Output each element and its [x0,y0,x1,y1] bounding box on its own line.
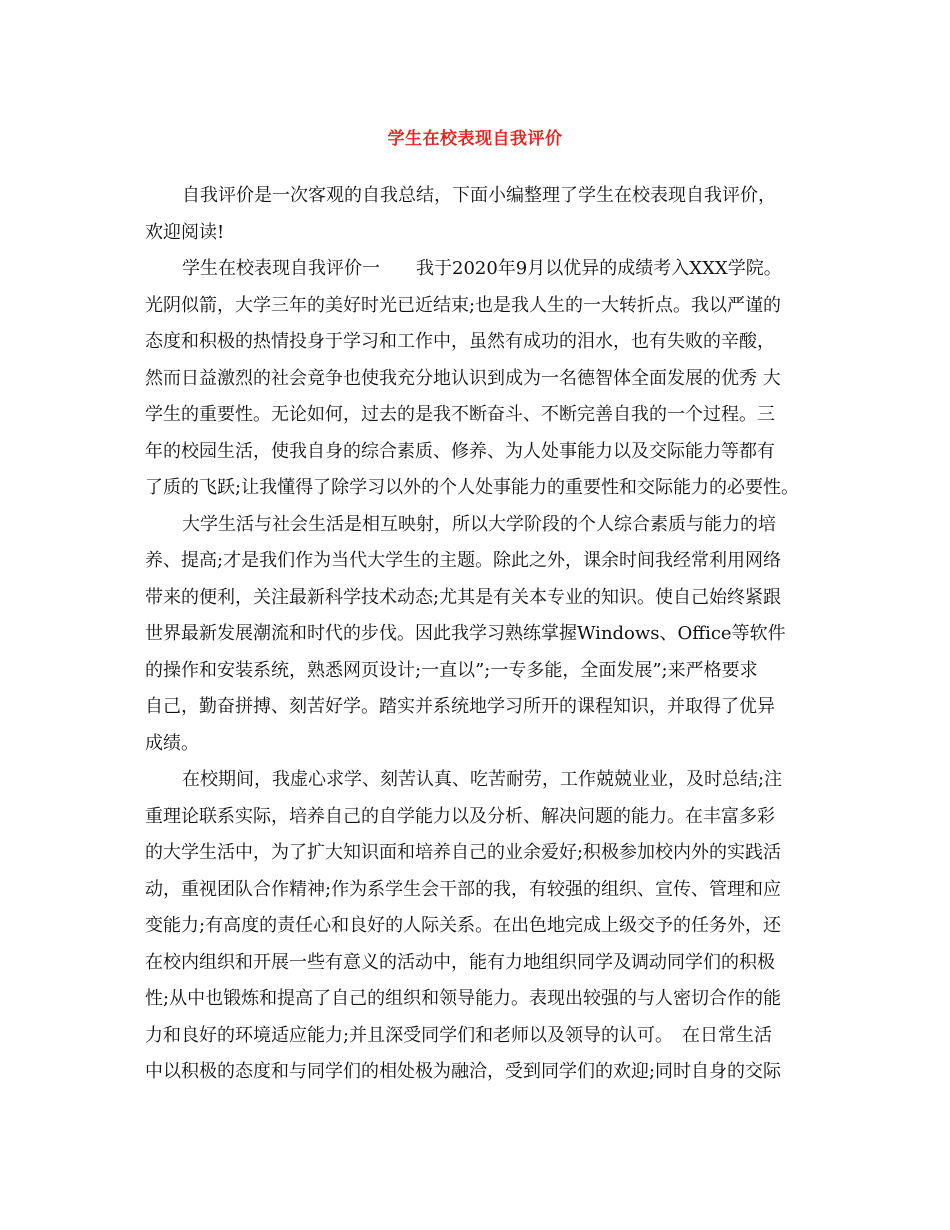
paragraph-line: 成绩。 [145,732,199,754]
paragraph-line: 大学生活与社会生活是相互映射，所以大学阶段的个人综合素质与能力的培 [182,513,776,535]
document-body [145,178,825,1091]
paragraph-line: 年的校园生活，使我自身的综合素质、修养、为人处事能力以及交际能力等都有 [145,440,775,462]
paragraph-line: 性;从中也锻炼和提高了自己的组织和领导能力。表现出较强的与人密切合作的能 [145,988,782,1009]
paragraph-line: 动，重视团队合作精神;作为系学生会干部的我，有较强的组织、宣传、管理和应 [145,878,782,900]
paragraph-line: 光阴似箭，大学三年的美好时光已近结束;也是我人生的一大转折点。我以严谨的 [145,294,782,316]
paragraph-line: 自己，勤奋拼搏、刻苦好学。踏实并系统地学习所开的课程知识，并取得了优异 [145,696,775,717]
paragraph-line: 态度和积极的热情投身于学习和工作中，虽然有成功的泪水，也有失败的辛酸， [145,331,775,352]
paragraph-line: 中以积极的态度和与同学们的相处极为融洽，受到同学们的欢迎;同时自身的交际 [145,1061,782,1082]
paragraph-line: 了质的飞跃;让我懂得了除学习以外的个人处事能力的重要性和交际能力的必要性。 [145,477,800,498]
paragraph-line: 的操作和安装系统，熟悉网页设计;一直以”;一专多能，全面发展”;来严格要求 [145,659,758,681]
paragraph-line: 在校内组织和开展一些有意义的活动中，能有力地组织同学及调动同学们的积极 [145,951,775,973]
paragraph-line: 力和良好的环境适应能力;并且深受同学们和老师以及领导的认可。 在日常生活 [145,1024,773,1046]
paragraph-line: 自我评价是一次客观的自我总结，下面小编整理了学生在校表现自我评价， [182,185,776,206]
paragraph-line: 在校期间，我虚心求学、刻苦认真、吃苦耐劳，工作兢兢业业，及时总结;注 [182,769,783,790]
paragraph-line: 的大学生活中，为了扩大知识面和培养自己的业余爱好;积极参加校内外的实践活 [145,842,782,863]
paragraph-line: 重理论联系实际，培养自己的自学能力以及分析、解决问题的能力。在丰富多彩 [145,805,775,827]
paragraph-line: 然而日益激烈的社会竟争也使我充分地认识到成为一名德智体全面发展的优秀 大 [145,367,781,389]
paragraph-line: 欢迎阅读! [145,221,225,243]
paragraph-line: 学生的重要性。无论如何，过去的是我不断奋斗、不断完善自我的一个过程。三 [145,404,775,425]
paragraph-line: 养、提高;才是我们作为当代大学生的主题。除此之外，课余时间我经常利用网络 [145,550,782,571]
document-title: 学生在校表现自我评价 [387,129,563,149]
paragraph-line: 世界最新发展潮流和时代的步伐。因此我学习熟练掌握Windows、Office等软件 [145,623,786,644]
paragraph-line: 带来的便利，关注最新科学技术动态;尤其是有关本专业的知识。使自己始终紧跟 [145,586,782,608]
paragraph-line: 学生在校表现自我评价一 我于2020年9月以优异的成绩考入XXX学院。 [182,258,782,279]
paragraph-line: 变能力;有高度的责任心和良好的人际关系。在出色地完成上级交予的任务外，还 [145,915,782,936]
